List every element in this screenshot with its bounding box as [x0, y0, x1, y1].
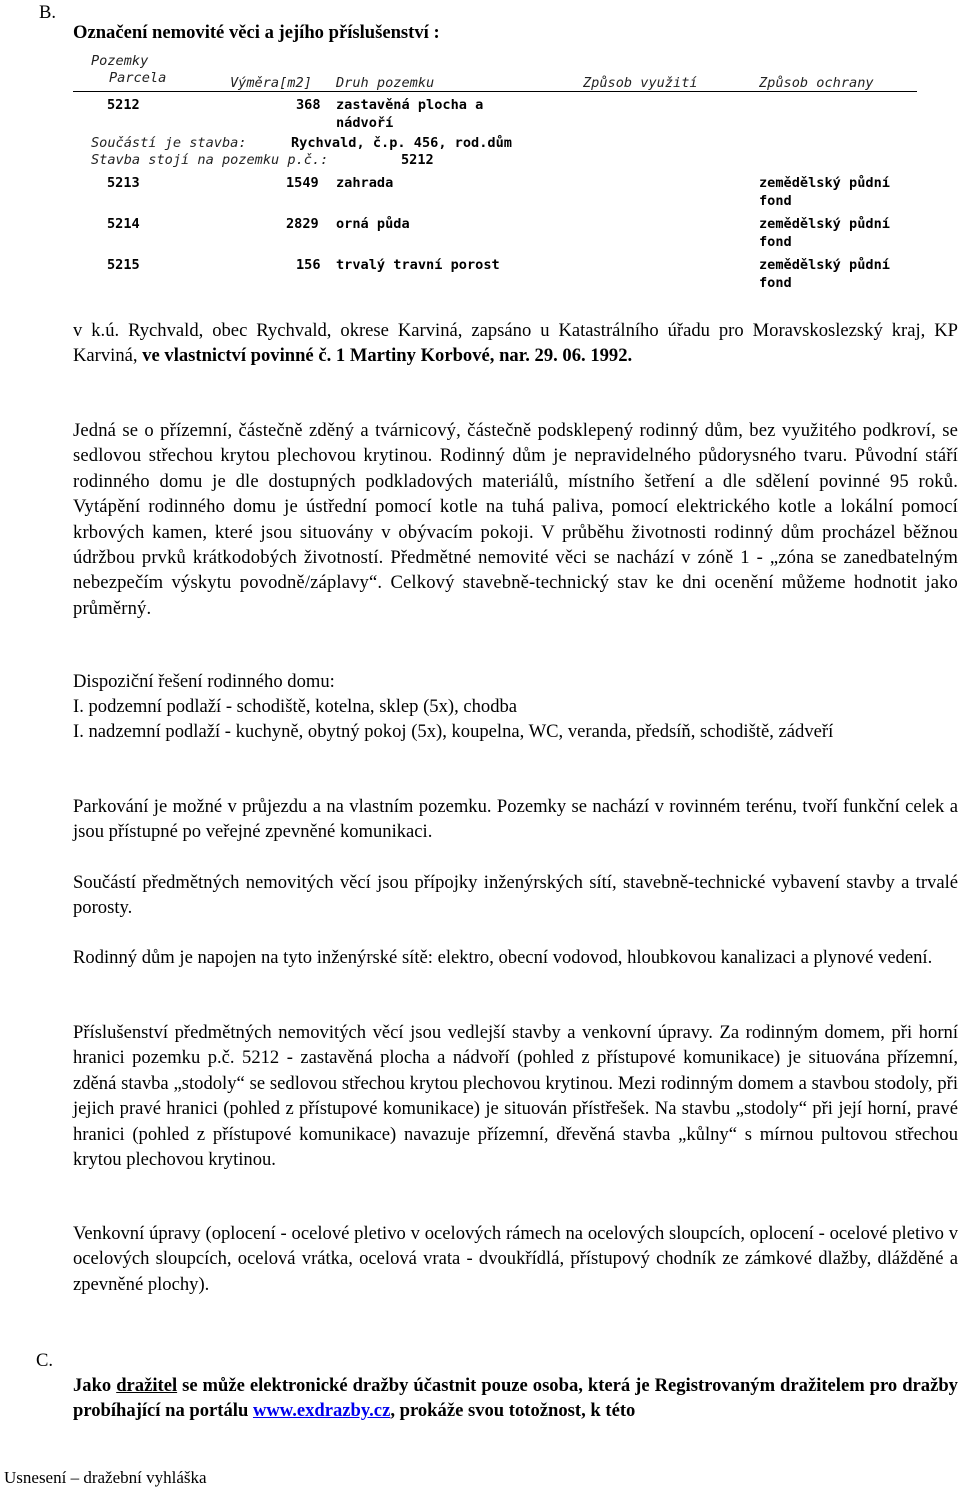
- cadastre-label-pozemky: Pozemky: [91, 53, 149, 69]
- parking-paragraph: Parkování je možné v průjezdu a na vlastním pozemku. Pozemky se nachází v rovinném terénu, tvoří funkční celek a jsou přístupné po veřejné zpevněné komunikaci.: [73, 796, 958, 843]
- cadastre-row-druh: zastavěná plocha a: [336, 97, 484, 113]
- cadastre-col-zpusob-vyuziti: Způsob využití: [583, 75, 698, 91]
- cadastre-row-parcela: 5215: [107, 257, 140, 273]
- layout-ground-floor: I. nadzemní podlaží - kuchyně, obytný pokoj (5x), koupelna, WC, veranda, předsíň, schodiště, zádveří: [73, 721, 834, 742]
- cadastre-row-parcela: 5212: [107, 97, 140, 113]
- layout-basement: I. podzemní podlaží - schodiště, kotelna, sklep (5x), chodba: [73, 696, 518, 717]
- cadastre-row-ochrana-cont: fond: [759, 193, 792, 209]
- section-c-letter: C.: [36, 1350, 54, 1371]
- cadastre-row-parcela: 5213: [107, 175, 140, 191]
- section-b-heading: Označení nemovité věci a jejího příslušenství :: [73, 22, 440, 43]
- page-footer: Usnesení – dražební vyhláška: [4, 1468, 207, 1487]
- cadastre-soucasti-value: Rychvald, č.p. 456, rod.dům: [291, 135, 512, 151]
- cadastre-row-vymera: 1549: [286, 175, 319, 191]
- cadastre-row-druh: zahrada: [336, 175, 394, 191]
- cadastre-stavba-label: Stavba stojí na pozemku p.č.:: [91, 152, 329, 168]
- cadastre-extract: [73, 50, 917, 295]
- cadastre-col-vymera: Výměra[m2]: [230, 75, 312, 91]
- cadastre-label-parcela: Parcela: [109, 70, 167, 86]
- cadastre-row-druh-cont: nádvoří: [336, 115, 394, 131]
- exdrazby-link[interactable]: www.exdrazby.cz: [252, 1400, 391, 1422]
- cadastre-col-druh: Druh pozemku: [336, 75, 435, 91]
- ownership-paragraph: [73, 318, 958, 369]
- section-c-paragraph: [73, 1373, 958, 1424]
- cadastre-row-ochrana: zemědělský půdní: [759, 216, 890, 232]
- cadastre-row-druh: orná půda: [336, 216, 410, 232]
- utilities-paragraph: Rodinný dům je napojen na tyto inženýrské sítě: elektro, obecní vodovod, hloubkovou kanalizaci a plynové vedení.: [73, 947, 933, 968]
- section-c-text-3: , prokáže svou totožnost, k této: [390, 1400, 636, 1422]
- cadastre-stavba-value: 5212: [401, 152, 434, 168]
- cadastre-row-ochrana: zemědělský půdní: [759, 257, 890, 273]
- cadastre-row-parcela: 5214: [107, 216, 140, 232]
- cadastre-row-druh: trvalý travní porost: [336, 257, 500, 273]
- cadastre-header-rule: [73, 91, 917, 92]
- outdoor-paragraph: Venkovní úpravy (oplocení - ocelové pletivo v ocelových rámech na ocelových sloupcích, oplocení - ocelové pletivo v ocelových sloupcích, ocelová vrátka, ocelová vrata - dvoukřídlá, přístupový chodník ze zámkové dlažby, dlážděné a zpevněné plochy).: [73, 1223, 958, 1295]
- accessories-paragraph: Příslušenství předmětných nemovitých věcí jsou vedlejší stavby a venkovní úpravy. Za rodinným domem, při horní hranici pozemku p.č. 5212 - zastavěná plocha a nádvoří (pohled z přístupové komunikace) je situována přízemní, zděná stavba „stodoly“ se sedlovou střechou krytou plechovou krytinou. Mezi rodinným domem a stavbou stodoly, při jejich pravé hranici (pohled z přístupové komunikace) je situován přístřešek. Na stavbu „stodoly“ při její horní, pravé hranici (pohled z přístupové komunikace) navazuje přízemní, dřevěná stavba „kůlny“ s mírnou pultovou střechou krytou plechovou krytinou.: [73, 1022, 958, 1171]
- layout-title: Dispoziční řešení rodinného domu:: [73, 671, 335, 692]
- section-c-drazitel: dražitel: [116, 1375, 178, 1396]
- section-b-letter: B.: [39, 2, 57, 23]
- cadastre-row-ochrana-cont: fond: [759, 234, 792, 250]
- cadastre-row-vymera: 156: [296, 257, 321, 273]
- cadastre-row-ochrana: zemědělský půdní: [759, 175, 890, 191]
- cadastre-row-vymera: 368: [296, 97, 321, 113]
- section-c-text-1: Jako: [73, 1375, 117, 1396]
- ownership-text: v k.ú. Rychvald, obec Rychvald, okrese Karviná, zapsáno u Katastrálního úřadu pro Moravskoslezský kraj, KP Karviná,: [73, 320, 958, 367]
- cadastre-col-zpusob-ochrany: Způsob ochrany: [759, 75, 874, 91]
- cadastre-row-vymera: 2829: [286, 216, 319, 232]
- cadastre-row-ochrana-cont: fond: [759, 275, 792, 291]
- house-description: Jedná se o přízemní, částečně zděný a tvárnicový, částečně podsklepený rodinný dům, bez využitého podkroví, se sedlovou střechou krytou plechovou krytinou. Rodinný dům je nepravidelného půdorysného tvaru. Původní stáří rodinného domu je dle dostupných podkladových materiálů, místního šetření a dle sdělení povinné 95 roků. Vytápění rodinného domu je ústřední pomocí kotle na tuhá paliva, pomocí elektrického kotle a lokální pomocí krbových kamen, které jsou situovány v obývacím pokoji. V průběhu životnosti rodinný dům procházel běžnou údržbou prvků krátkodobých životností. Předmětné nemovité věci se nachází v zóně 1 - „zóna se zanedbatelným nebezpečím výskytu povodně/záplavy“. Celkový stavebně-technický stav ke dni ocenění můžeme hodnotit jako průměrný.: [73, 420, 958, 619]
- cadastre-soucasti-label: Součástí je stavba:: [91, 135, 247, 151]
- section-c-text-2: se může elektronické dražby účastnit pouze osoba, která je Registrovaným dražitelem pro dražby probíhající na portálu: [73, 1375, 958, 1422]
- components-paragraph: Součástí předmětných nemovitých věcí jsou přípojky inženýrských sítí, stavebně-technické vybavení stavby a trvalé porosty.: [73, 872, 958, 919]
- ownership-owner: ve vlastnictví povinné č. 1 Martiny Korbové, nar. 29. 06. 1992.: [137, 345, 633, 367]
